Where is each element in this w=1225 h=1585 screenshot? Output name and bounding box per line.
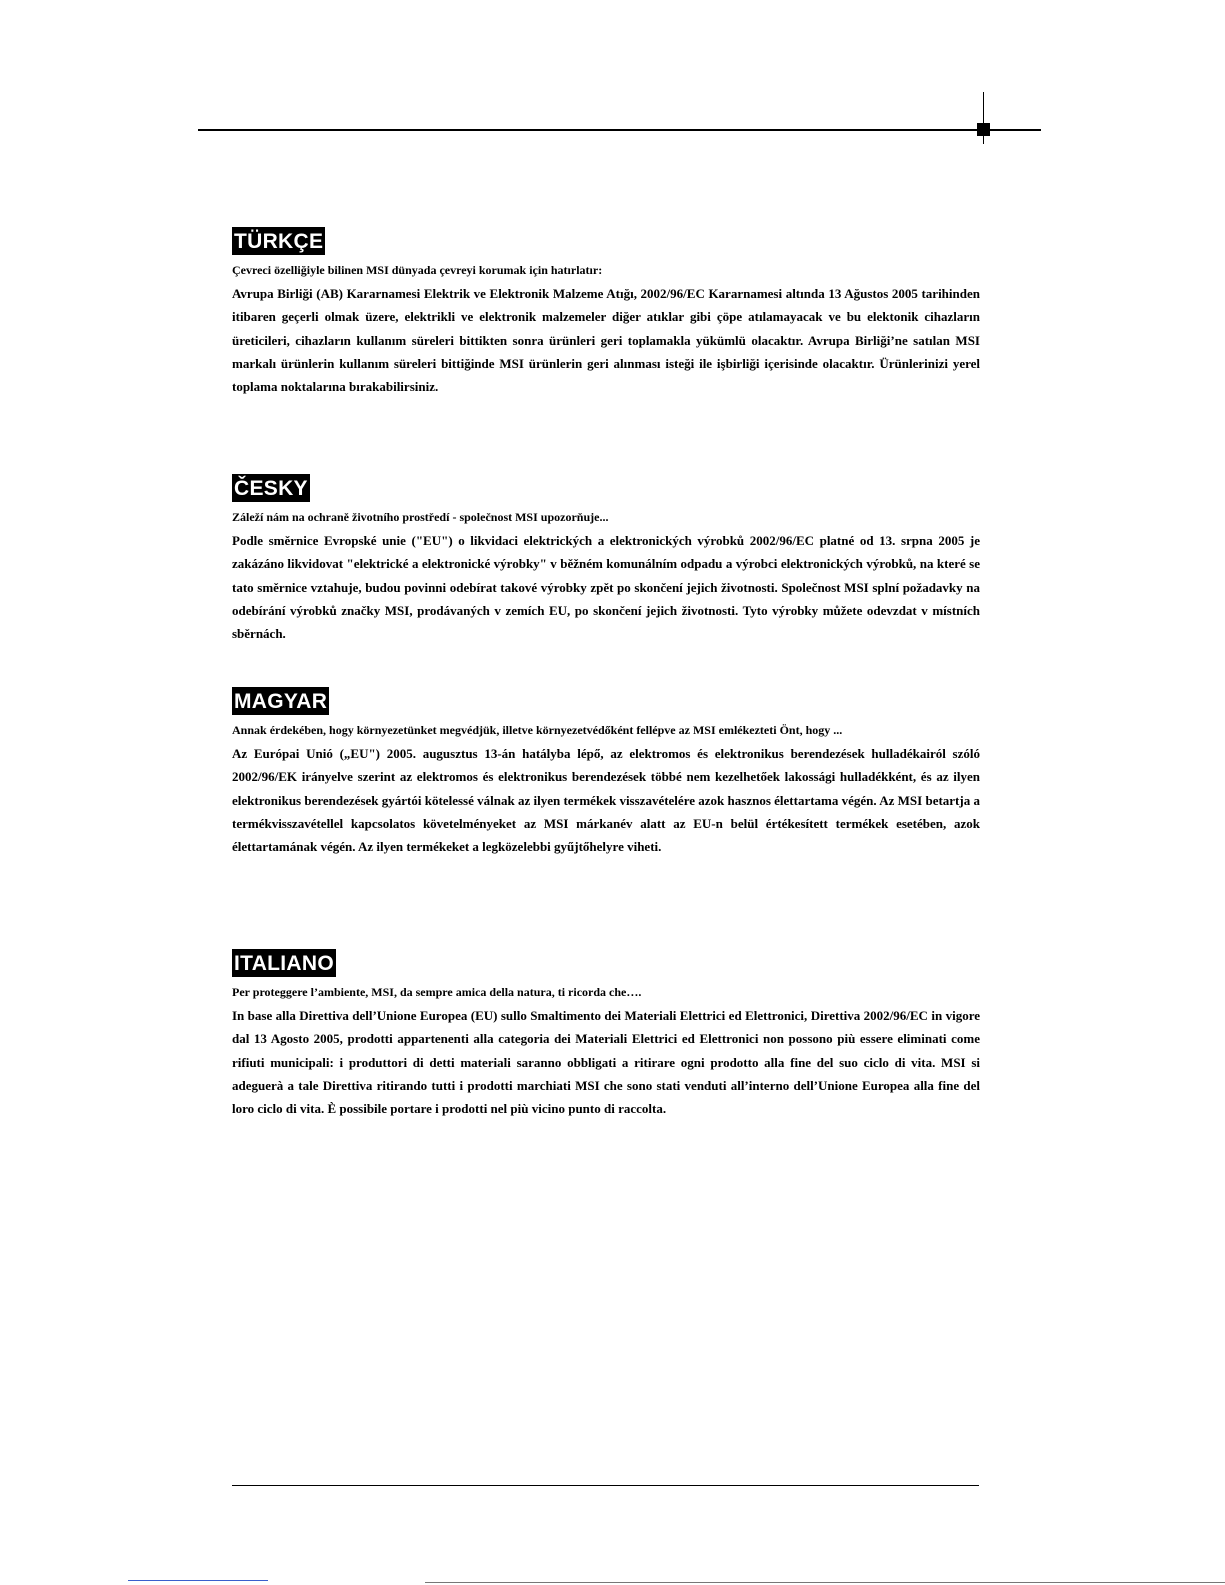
footer-strip-left (128, 1580, 268, 1581)
section-lead: Annak érdekében, hogy környezetünket megvédjük, illetve környezetvédőként fellépve az MSI emlékezteti Önt, hogy ... (232, 723, 843, 737)
header-rule (198, 129, 1041, 131)
crop-mark-square (977, 123, 990, 136)
section-lead: Záleží nám na ochraně životního prostředí - společnost MSI upozorňuje... (232, 510, 609, 524)
section-body: In base alla Direttiva dell’Unione Europea (EU) sullo Smaltimento dei Materiali Elettrici ed Elettronici, Direttiva 2002/96/EC in vigore dal 13 Agosto 2005, prodotti appartenenti alla categoria dei Materiali Elettrici ed Elettronici non possono più essere eliminati come rifiuti municipali: i produttori di detti materiali saranno obbligati a ritirare ogni prodotto alla fine del suo ciclo di vita. MSI si adeguerà a tale Direttiva ritirando tutti i prodotti marchiati MSI che sono stati venduti all’interno dell’Unione Europea alla fine del loro ciclo di vita. È possibile portare i prodotti nel più vicino punto di raccolta. (232, 1008, 980, 1117)
crop-mark-line (983, 92, 984, 144)
language-label: ITALIANO (232, 949, 336, 977)
section-italiano (232, 949, 980, 1120)
section-lead: Çevreci özelliğiyle bilinen MSI dünyada çevreyi korumak için hatırlatır: (232, 263, 603, 277)
footer-strip-right (425, 1582, 1225, 1583)
section-turkce (232, 227, 980, 398)
section-body: Podle směrnice Evropské unie ("EU") o likvidaci elektrických a elektronických výrobků 2002/96/EC platné od 13. srpna 2005 je zakázáno likvidovat "elektrické a elektronické výrobky" v běžném komunálním odpadu a výrobci elektronických výrobků, na které se tato směrnice vztahuje, budou povinni odebírat takové výrobky zpět po skončení jejich životnosti. Společnost MSI splní požadavky na odebírání výrobků značky MSI, prodávaných v zemích EU, po skončení jejich životnosti. Tyto výrobky můžete odevzdat v místních sběrnách. (232, 533, 980, 642)
language-label: ČESKY (232, 474, 310, 502)
language-label: TÜRKÇE (232, 227, 325, 255)
section-cesky (232, 474, 980, 645)
language-label: MAGYAR (232, 687, 329, 715)
section-magyar (232, 687, 980, 858)
section-body: Avrupa Birliği (AB) Kararnamesi Elektrik ve Elektronik Malzeme Atığı, 2002/96/EC Kararnamesi altında 13 Ağustos 2005 tarihinden itibaren geçerli olmak üzere, elektrikli ve elektronik malzemeler diğer atıklar gibi çöpe atılamayacak ve bu elektonik cihazların üreticileri, cihazların kullanım süreleri bittikten sonra ürünleri geri toplamakla yükümlü olacaktır. Avrupa Birliği’ne satılan MSI markalı ürünlerin kullanım süreleri bittiğinde MSI ürünlerin geri alınması isteği ile işbirliği içerisinde olacaktır. Ürünlerinizi yerel toplama noktalarına bırakabilirsiniz. (232, 286, 980, 395)
section-body: Az Európai Unió („EU") 2005. augusztus 13-án hatályba lépő, az elektromos és elektronikus berendezések hulladékairól szóló 2002/96/EK irányelve szerint az elektromos és elektronikus berendezések többé nem kezelhetőek lakossági hulladékként, és az ilyen elektronikus berendezések gyártói kötelessé válnak az ilyen termékek visszavételére azok hasznos élettartama végén. Az MSI betartja a termékvisszavétellel kapcsolatos követelményeket az MSI márkanév alatt az EU-n belül értékesített termékek esetében, azok élettartamának végén. Az ilyen termékeket a legközelebbi gyűjtőhelyre viheti. (232, 746, 980, 855)
section-lead: Per proteggere l’ambiente, MSI, da sempre amica della natura, ti ricorda che…. (232, 985, 642, 999)
footer-rule (232, 1485, 979, 1486)
